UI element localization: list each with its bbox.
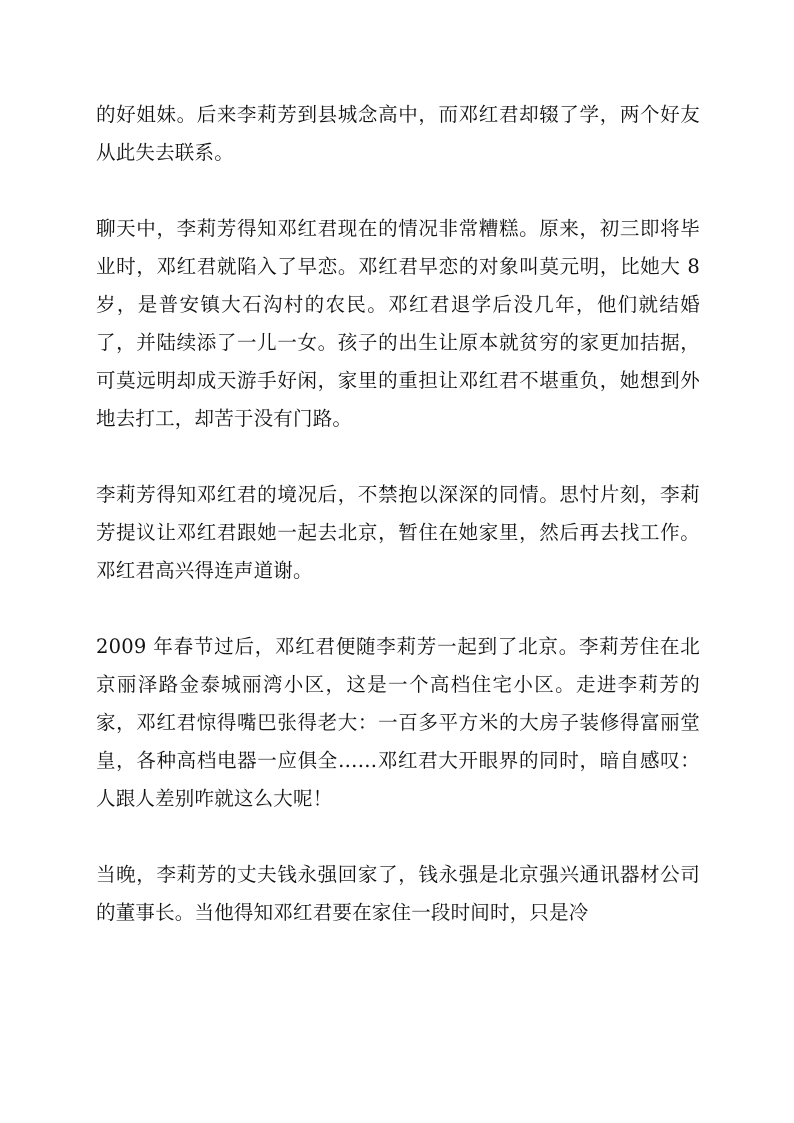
paragraph-4: 2009 年春节过后，邓红君便随李莉芳一起到了北京。李莉芳住在北京丽泽路金泰城丽湾小区，这是一个高档住宅小区。走进李莉芳的家，邓红君惊得嘴巴张得老大：一百多平方米的大房子装修得富丽堂皇，各种高档电器一应俱全……邓红君大开眼界的同时，暗自感叹：人跟人差别咋就这么大呢！ <box>96 635 700 810</box>
paragraph-5: 当晚，李莉芳的丈夫钱永强回家了，钱永强是北京强兴通讯器材公司的董事长。当他得知邓红君要在家住一段时间时，只是冷 <box>96 863 700 924</box>
document-body <box>96 96 700 932</box>
paragraph-1: 的好姐妹。后来李莉芳到县城念高中，而邓红君却辍了学，两个好友从此失去联系。 <box>96 103 700 164</box>
paragraph-3: 李莉芳得知邓红君的境况后，不禁抱以深深的同情。思忖片刻，李莉芳提议让邓红君跟她一起去北京，暂住在她家里，然后再去找工作。邓红君高兴得连声道谢。 <box>96 483 700 582</box>
paragraph-gap <box>96 818 700 856</box>
paragraph-gap <box>96 590 700 628</box>
paragraph-gap <box>96 438 700 476</box>
paragraph-gap <box>96 172 700 210</box>
paragraph-2: 聊天中，李莉芳得知邓红君现在的情况非常糟糕。原来，初三即将毕业时，邓红君就陷入了早恋。邓红君早恋的对象叫莫元明，比她大 8 岁，是普安镇大石沟村的农民。邓红君退学后没几年，他们就结婚了，并陆续添了一儿一女。孩子的出生让原本就贫穷的家更加拮据，可莫远明却成天游手好闲，家里的重担让邓红君不堪重负，她想到外地去打工，却苦于没有门路。 <box>96 217 700 430</box>
